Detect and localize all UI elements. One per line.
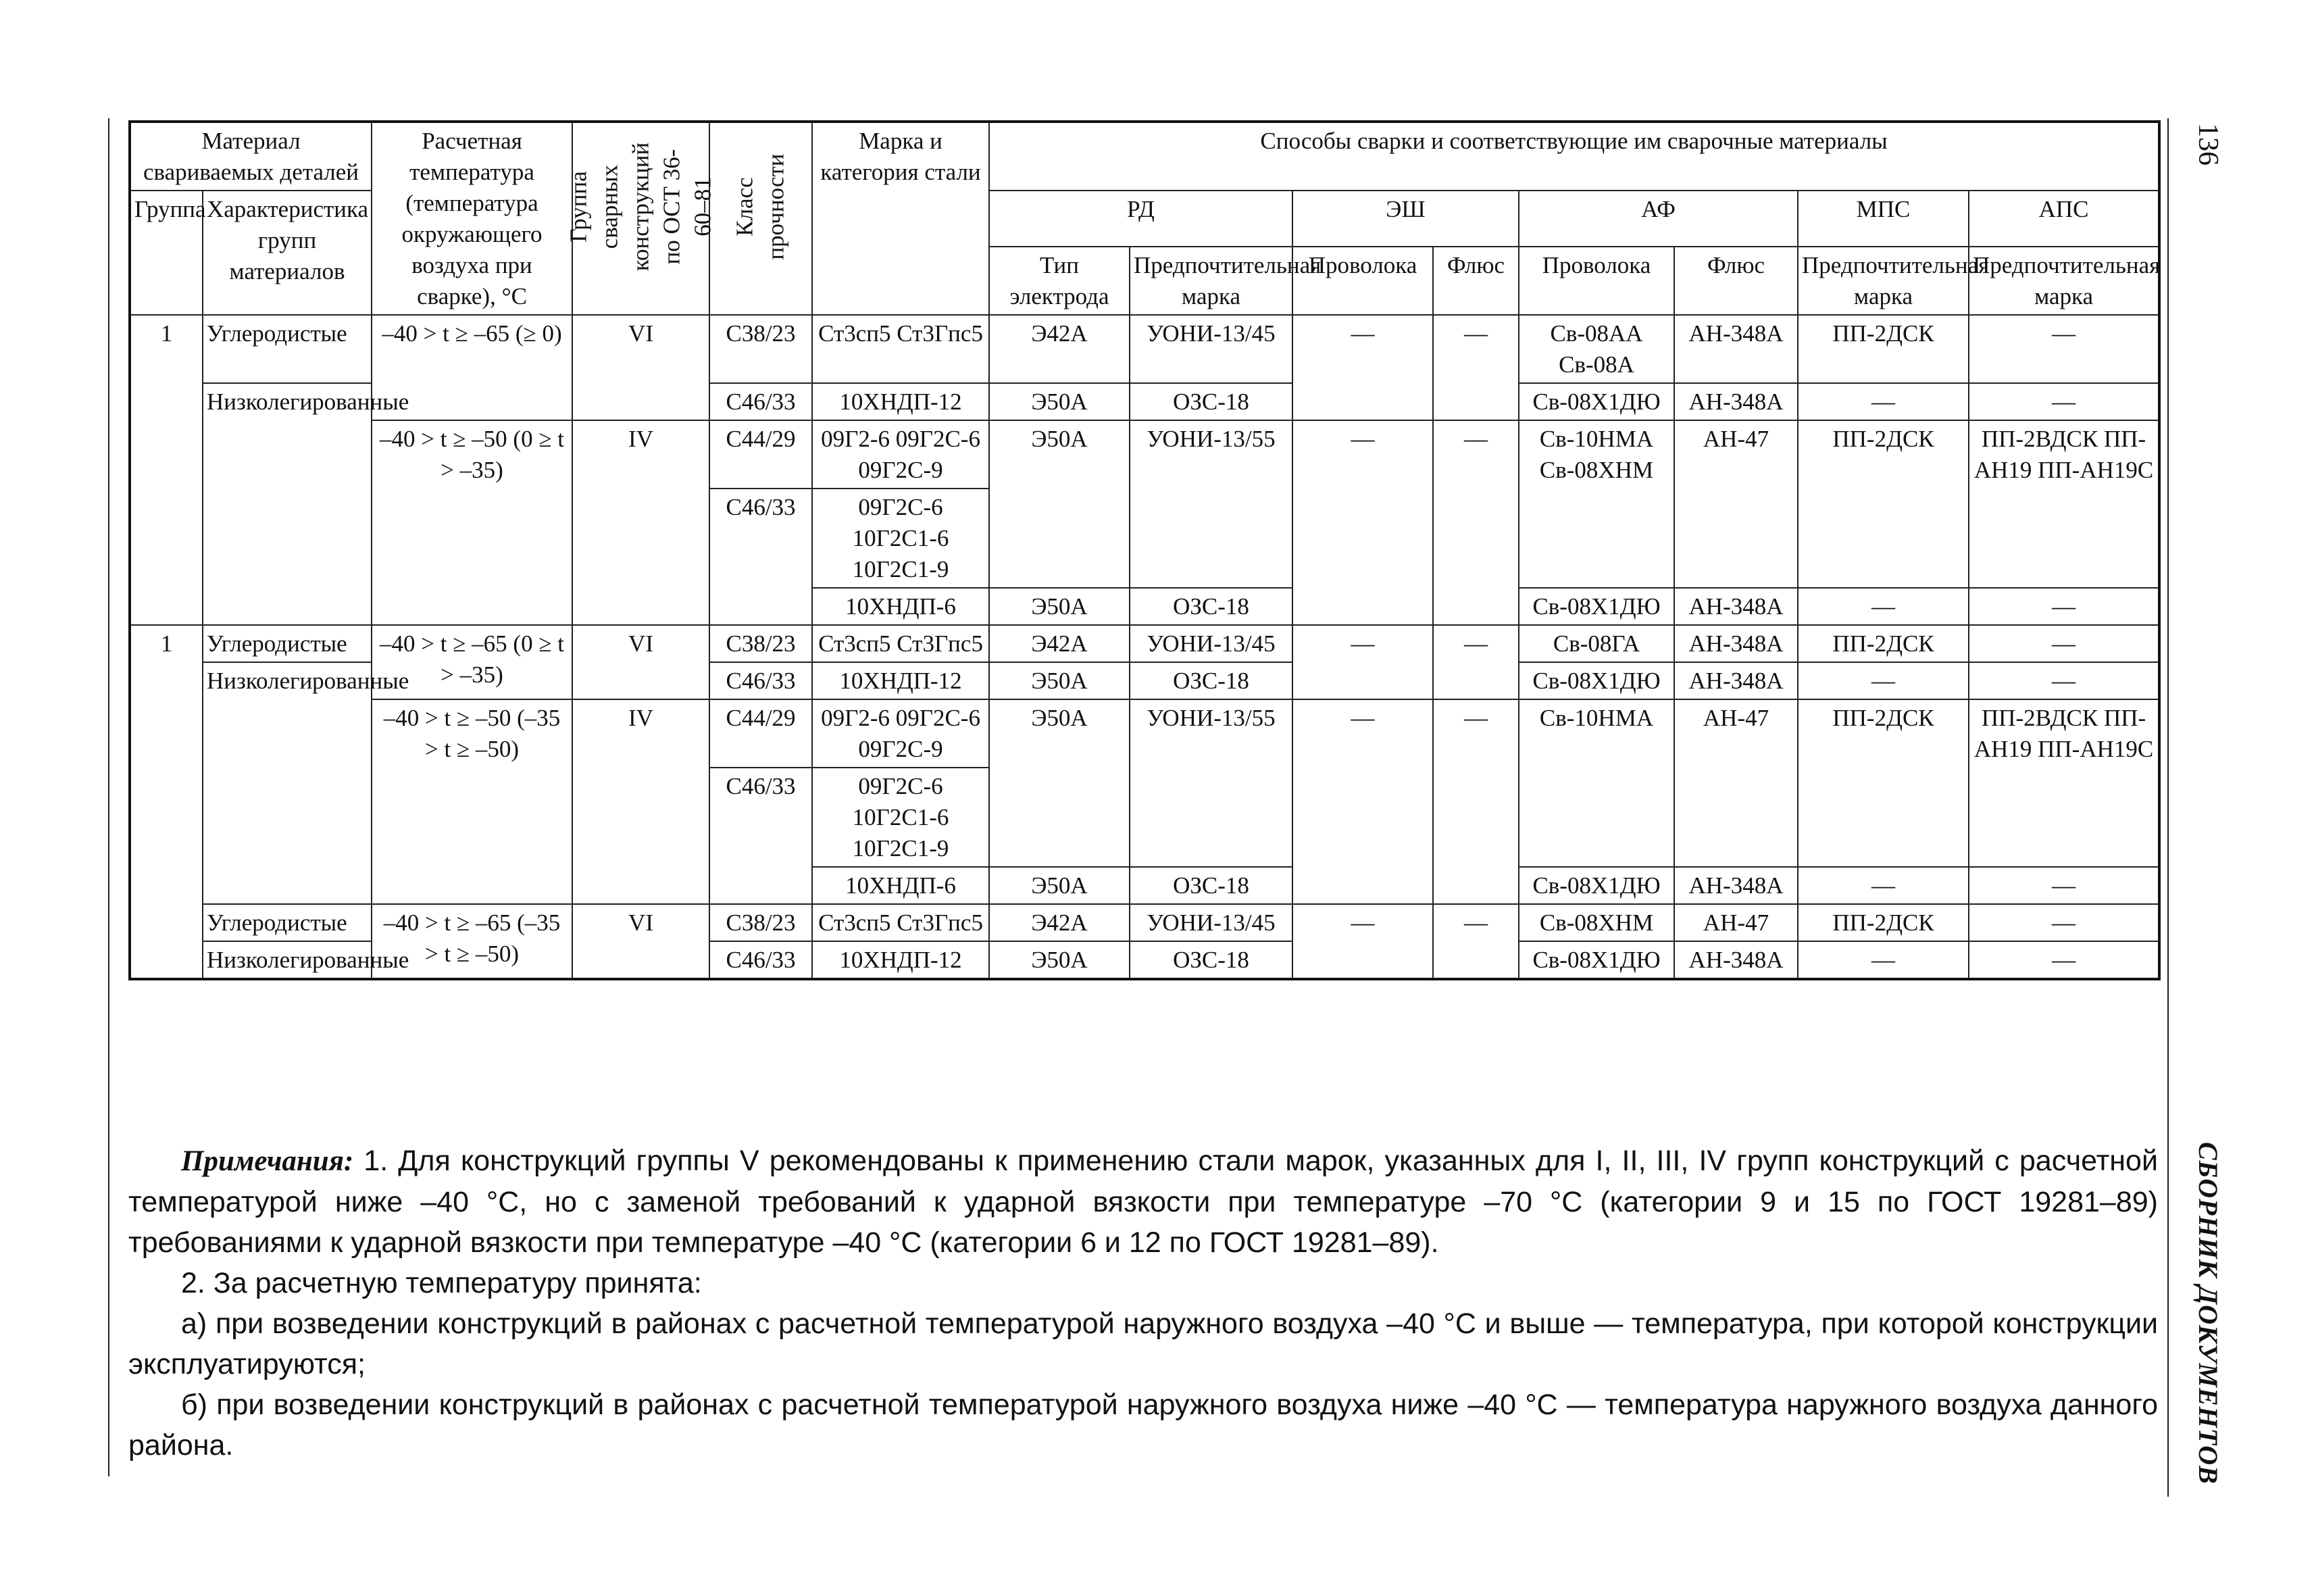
rd-brand-cell: УОНИ-13/45 xyxy=(1130,904,1292,941)
strength-class-cell: С44/29 xyxy=(709,420,812,489)
header-rd-electrode-type: Тип электрода xyxy=(989,247,1130,315)
temperature-cell: –40 > t ≥ –65 (0 ≥ t > –35) xyxy=(372,625,572,699)
right-margin-rule xyxy=(2167,118,2169,1497)
header-rd: РД xyxy=(989,191,1292,247)
header-row-1 xyxy=(130,122,2159,191)
strength-class-cell: С38/23 xyxy=(709,904,812,941)
aps-cell: — xyxy=(1969,867,2159,904)
temperature-cell: –40 > t ≥ –50 (0 ≥ t > –35) xyxy=(372,420,572,625)
header-aps-pref: Предпочтительная марка xyxy=(1969,247,2159,315)
strength-class-cell: С46/33 xyxy=(709,383,812,420)
note-2: 2. За расчетную температуру принята: xyxy=(181,1267,702,1299)
header-steel-grade: Марка и категория стали xyxy=(812,122,989,315)
mps-cell: — xyxy=(1798,662,1969,699)
group-cell: 1 xyxy=(130,315,203,625)
aps-cell: — xyxy=(1969,941,2159,979)
header-material: Материал свариваемых деталей xyxy=(130,122,372,191)
mps-cell: — xyxy=(1798,941,1969,979)
rd-brand-cell: ОЗС-18 xyxy=(1130,941,1292,979)
temperature-cell: –40 > t ≥ –65 (–35 > t ≥ –50) xyxy=(372,904,572,979)
notes-label: Примечания: xyxy=(181,1145,354,1177)
strength-class-cell: С46/33 xyxy=(709,768,812,904)
mps-cell: — xyxy=(1798,867,1969,904)
construction-group-cell: VI xyxy=(572,904,709,979)
esh-wire-cell: — xyxy=(1292,904,1433,979)
page-number: 136 xyxy=(2192,123,2223,166)
electrode-type-cell: Э42А xyxy=(989,625,1130,662)
left-margin-rule xyxy=(108,118,109,1476)
header-strength-class: Класс прочности xyxy=(709,122,812,315)
af-flux-cell: АН-348А xyxy=(1674,625,1798,662)
esh-flux-cell: — xyxy=(1433,420,1519,625)
strength-class-cell: С44/29 xyxy=(709,699,812,768)
electrode-type-cell: Э50А xyxy=(989,420,1130,588)
table-row xyxy=(130,625,2159,662)
steel-grade-cell: 10ХНДП-12 xyxy=(812,383,989,420)
strength-class-cell: С46/33 xyxy=(709,941,812,979)
steel-grade-cell: 09Г2-6 09Г2С-6 09Г2С-9 xyxy=(812,699,989,768)
running-title: СБОРНИК ДОКУМЕНТОВ xyxy=(2193,1142,2223,1485)
aps-cell: — xyxy=(1969,662,2159,699)
steel-grade-cell: Ст3сп5 Ст3Гпс5 xyxy=(812,315,989,383)
construction-group-cell: IV xyxy=(572,420,709,625)
steel-grade-cell: 09Г2С-6 10Г2С1-6 10Г2С1-9 xyxy=(812,489,989,588)
strength-class-cell: С38/23 xyxy=(709,315,812,383)
mps-cell: — xyxy=(1798,588,1969,625)
material-cell: Низколегированные xyxy=(203,662,372,904)
steel-grade-cell: 09Г2-6 09Г2С-6 09Г2С-9 xyxy=(812,420,989,489)
material-cell: Углеродистые xyxy=(203,904,372,941)
header-mps: МПС xyxy=(1798,191,1969,247)
rd-brand-cell: УОНИ-13/45 xyxy=(1130,315,1292,383)
steel-grade-cell: 10ХНДП-12 xyxy=(812,662,989,699)
material-cell: Низколегированные xyxy=(203,383,372,625)
material-cell: Углеродистые xyxy=(203,625,372,662)
af-wire-cell: Св-08Х1ДЮ xyxy=(1519,867,1674,904)
rd-brand-cell: УОНИ-13/55 xyxy=(1130,420,1292,588)
construction-group-cell: VI xyxy=(572,625,709,699)
rd-brand-cell: УОНИ-13/55 xyxy=(1130,699,1292,867)
af-wire-cell: Св-10НМА Св-08ХНМ xyxy=(1519,420,1674,588)
steel-grade-cell: 10ХНДП-12 xyxy=(812,941,989,979)
material-cell: Низколегированные xyxy=(203,941,372,979)
table-row xyxy=(130,315,2159,383)
af-flux-cell: АН-348А xyxy=(1674,588,1798,625)
note-1-text: 1. Для конструкций группы V рекомендованы к применению стали марок, указанных для I, II, III, IV групп конструкций с расчетной температурой ниже –40 °С, но с заменой требований к ударной вязкости при температуре –70 °С (категории 9 и 15 по ГОСТ 19281–89) требованиями к ударной вязкости при температуре –40 °С (категории 6 и 12 по ГОСТ 19281–89). xyxy=(128,1145,2158,1259)
strength-class-cell: С46/33 xyxy=(709,662,812,699)
group-cell: 1 xyxy=(130,625,203,979)
rd-brand-cell: УОНИ-13/45 xyxy=(1130,625,1292,662)
strength-class-cell: С46/33 xyxy=(709,489,812,625)
header-welding-methods: Способы сварки и соответствующие им сварочные материалы xyxy=(989,122,2159,191)
electrode-type-cell: Э50А xyxy=(989,941,1130,979)
esh-wire-cell: — xyxy=(1292,315,1433,420)
table-row xyxy=(130,420,2159,489)
af-wire-cell: Св-08ГА xyxy=(1519,625,1674,662)
header-characteristic: Характеристика групп материалов xyxy=(203,191,372,315)
esh-wire-cell: — xyxy=(1292,625,1433,699)
header-esh-flux: Флюс xyxy=(1433,247,1519,315)
header-construction-group: Группа сварных конструкций по ОСТ 36-60–81 xyxy=(572,122,709,315)
af-flux-cell: АН-348А xyxy=(1674,662,1798,699)
aps-cell: — xyxy=(1969,625,2159,662)
note-2b: б) при возведении конструкций в районах с расчетной температурой наружного воздуха ниже –40 °С — температура наружного воздуха данного района. xyxy=(128,1389,2158,1462)
aps-cell: — xyxy=(1969,588,2159,625)
table-row xyxy=(130,904,2159,941)
af-wire-cell: Св-08Х1ДЮ xyxy=(1519,662,1674,699)
rd-brand-cell: ОЗС-18 xyxy=(1130,383,1292,420)
header-rd-pref-brand: Предпочтительная марка xyxy=(1130,247,1292,315)
header-group: Группа xyxy=(130,191,203,315)
header-esh: ЭШ xyxy=(1292,191,1519,247)
mps-cell: ПП-2ДСК xyxy=(1798,699,1969,867)
af-wire-cell: Св-08ХНМ xyxy=(1519,904,1674,941)
header-af-flux: Флюс xyxy=(1674,247,1798,315)
header-aps: АПС xyxy=(1969,191,2159,247)
af-flux-cell: АН-47 xyxy=(1674,699,1798,867)
aps-cell: — xyxy=(1969,383,2159,420)
af-wire-cell: Св-08АА Св-08А xyxy=(1519,315,1674,383)
af-flux-cell: АН-47 xyxy=(1674,904,1798,941)
electrode-type-cell: Э42А xyxy=(989,315,1130,383)
rd-brand-cell: ОЗС-18 xyxy=(1130,588,1292,625)
electrode-type-cell: Э50А xyxy=(989,588,1130,625)
electrode-type-cell: Э50А xyxy=(989,699,1130,867)
temperature-cell: –40 > t ≥ –50 (–35 > t ≥ –50) xyxy=(372,699,572,904)
mps-cell: ПП-2ДСК xyxy=(1798,420,1969,588)
table-row xyxy=(130,699,2159,768)
note-1 xyxy=(128,1141,2158,1263)
construction-group-cell: VI xyxy=(572,315,709,420)
electrode-type-cell: Э50А xyxy=(989,662,1130,699)
mps-cell: — xyxy=(1798,383,1969,420)
af-flux-cell: АН-47 xyxy=(1674,420,1798,588)
header-temperature: Расчетная температура (температура окружающего воздуха при сварке), °С xyxy=(372,122,572,315)
aps-cell: ПП-2ВДСК ПП-АН19 ПП-АН19С xyxy=(1969,420,2159,588)
header-esh-wire: Проволока xyxy=(1292,247,1433,315)
note-2a: а) при возведении конструкций в районах с расчетной температурой наружного воздуха –40 °С и выше — температура, при которой конструкции эксплуатируются; xyxy=(128,1307,2158,1380)
af-wire-cell: Св-08Х1ДЮ xyxy=(1519,588,1674,625)
steel-grade-cell: 10ХНДП-6 xyxy=(812,867,989,904)
esh-flux-cell: — xyxy=(1433,904,1519,979)
rd-brand-cell: ОЗС-18 xyxy=(1130,662,1292,699)
steel-grade-cell: 09Г2С-6 10Г2С1-6 10Г2С1-9 xyxy=(812,768,989,867)
electrode-type-cell: Э50А xyxy=(989,867,1130,904)
header-af-wire: Проволока xyxy=(1519,247,1674,315)
strength-class-cell: С38/23 xyxy=(709,625,812,662)
construction-group-cell: IV xyxy=(572,699,709,904)
esh-flux-cell: — xyxy=(1433,625,1519,699)
af-wire-cell: Св-10НМА xyxy=(1519,699,1674,867)
mps-cell: ПП-2ДСК xyxy=(1798,625,1969,662)
af-flux-cell: АН-348А xyxy=(1674,383,1798,420)
aps-cell: ПП-2ВДСК ПП-АН19 ПП-АН19С xyxy=(1969,699,2159,867)
mps-cell: ПП-2ДСК xyxy=(1798,315,1969,383)
af-wire-cell: Св-08Х1ДЮ xyxy=(1519,383,1674,420)
material-cell: Углеродистые xyxy=(203,315,372,383)
temperature-cell: –40 > t ≥ –65 (≥ 0) xyxy=(372,315,572,420)
af-flux-cell: АН-348А xyxy=(1674,315,1798,383)
steel-grade-cell: 10ХНДП-6 xyxy=(812,588,989,625)
af-flux-cell: АН-348А xyxy=(1674,941,1798,979)
electrode-type-cell: Э50А xyxy=(989,383,1130,420)
af-wire-cell: Св-08Х1ДЮ xyxy=(1519,941,1674,979)
esh-wire-cell: — xyxy=(1292,420,1433,625)
header-af: АФ xyxy=(1519,191,1798,247)
rd-brand-cell: ОЗС-18 xyxy=(1130,867,1292,904)
header-mps-pref: Предпочтительная марка xyxy=(1798,247,1969,315)
mps-cell: ПП-2ДСК xyxy=(1798,904,1969,941)
steel-grade-cell: Ст3сп5 Ст3Гпс5 xyxy=(812,904,989,941)
esh-wire-cell: — xyxy=(1292,699,1433,904)
electrode-type-cell: Э42А xyxy=(989,904,1130,941)
aps-cell: — xyxy=(1969,904,2159,941)
af-flux-cell: АН-348А xyxy=(1674,867,1798,904)
esh-flux-cell: — xyxy=(1433,699,1519,904)
steel-grade-cell: Ст3сп5 Ст3Гпс5 xyxy=(812,625,989,662)
notes-section xyxy=(128,1141,2158,1466)
welding-materials-table xyxy=(128,120,2161,980)
esh-flux-cell: — xyxy=(1433,315,1519,420)
aps-cell: — xyxy=(1969,315,2159,383)
